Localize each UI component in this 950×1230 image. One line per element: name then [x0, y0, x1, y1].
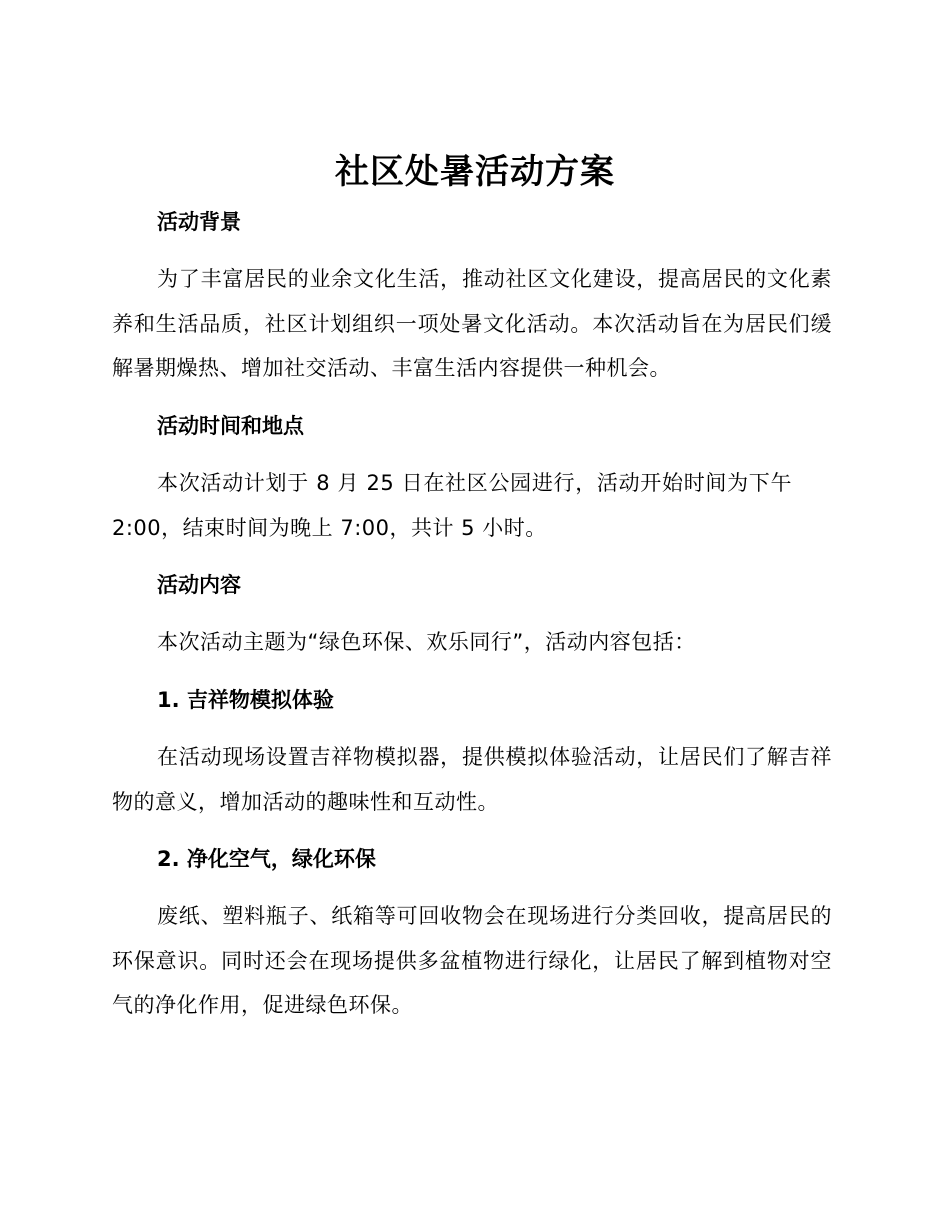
section-paragraph-mascot: 在活动现场设置吉祥物模拟器，提供模拟体验活动，让居民们了解吉祥物的意义，增加活动的趣味性和互动性。	[112, 745, 832, 814]
section-heading-time-location: 活动时间和地点	[157, 414, 304, 438]
section-paragraph-time-location: 本次活动计划于 8 月 25 日在社区公园进行，活动开始时间为下午 2:00，结束时间为晚上 7:00，共计 5 小时。	[112, 471, 792, 540]
section-heading-environment: 2. 净化空气，绿化环保	[157, 847, 376, 871]
section-paragraph-background: 为了丰富居民的业余文化生活，推动社区文化建设，提高居民的文化素养和生活品质，社区计划组织一项处暑文化活动。本次活动旨在为居民们缓解暑期燥热、增加社交活动、丰富生活内容提供一种机会。	[112, 267, 832, 380]
section-heading-mascot: 1. 吉祥物模拟体验	[157, 688, 334, 712]
section-paragraph-content: 本次活动主题为“绿色环保、欢乐同行”，活动内容包括：	[157, 630, 696, 654]
section-heading-background: 活动背景	[157, 210, 241, 234]
section-heading-content: 活动内容	[157, 573, 241, 597]
section-paragraph-environment: 废纸、塑料瓶子、纸箱等可回收物会在现场进行分类回收，提高居民的环保意识。同时还会在现场提供多盆植物进行绿化，让居民了解到植物对空气的净化作用，促进绿色环保。	[112, 904, 832, 1017]
document-title: 社区处暑活动方案	[335, 152, 615, 192]
